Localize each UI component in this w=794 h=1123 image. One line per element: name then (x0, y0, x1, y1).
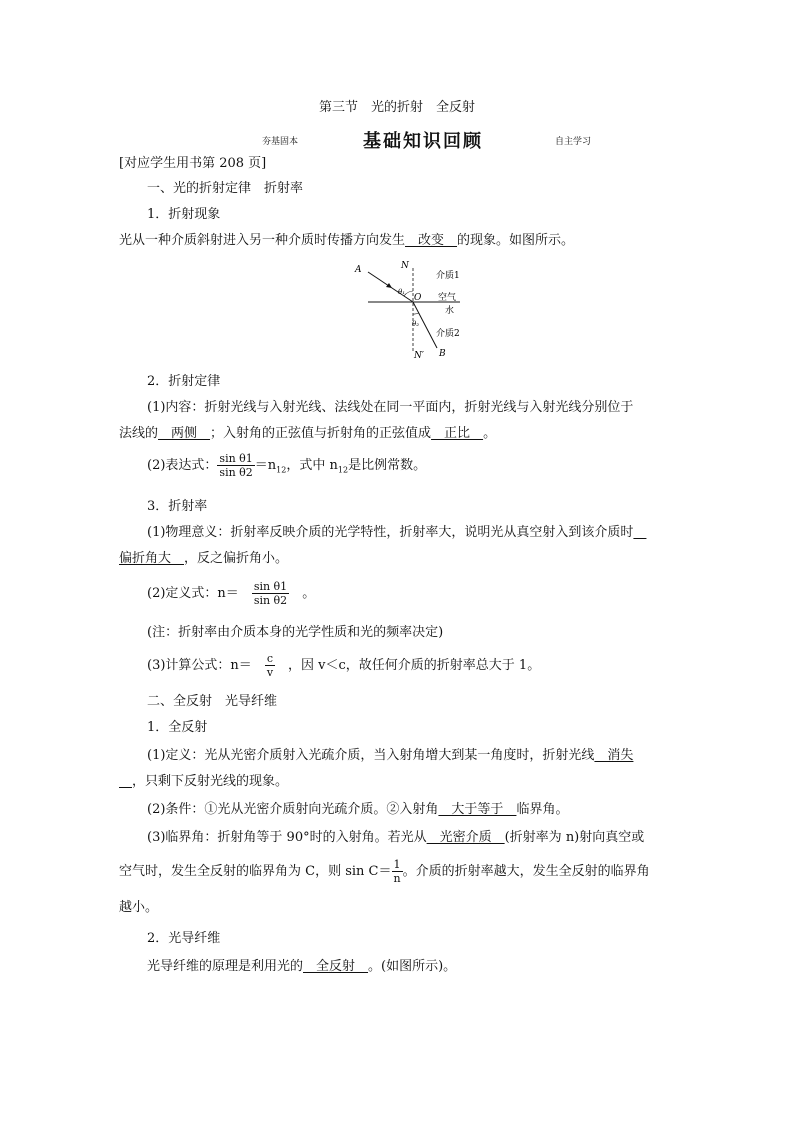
label-water: 水 (445, 306, 455, 316)
label-o: O (414, 293, 422, 303)
formula-line: (2)定义式：n＝ $\frac{\text{sin θ1}}{\text{sin θ2}}$ 。 (147, 580, 316, 607)
answer-blank: 全反射 (303, 959, 369, 974)
subsection-heading: 3．折射率 (147, 499, 208, 514)
fraction: $\frac{\text{sin θ1}}{\text{sin θ2}}$ (219, 452, 253, 479)
label-medium1: 介质1 (436, 271, 460, 281)
paragraph: (1)定义：光从光密介质射入光疏介质，当入射角增大到某一角度时，折射光线 消失 (147, 748, 634, 763)
subsection-heading: 1．全反射 (147, 720, 208, 735)
answer-blank: 光密介质 (426, 830, 505, 845)
label-n-prime: N′ (414, 351, 424, 361)
banner-right-label: 自主学习 (555, 137, 592, 147)
banner-heading: 基础知识回顾 (363, 131, 483, 152)
answer-blank: 偏折角大 (119, 551, 185, 566)
subsection-heading: 1．折射现象 (147, 207, 221, 222)
label-theta2: θ₂ (412, 320, 420, 328)
angle-arc-1 (404, 291, 413, 296)
answer-blank (119, 774, 132, 789)
banner-left-label: 夯基固本 (262, 137, 299, 147)
fraction: $\frac{\text{sin θ1}}{\text{sin θ2}}$ (253, 580, 288, 607)
label-theta1: θ₁ (398, 288, 406, 296)
formula-line: (3)计算公式：n＝ $\frac{c}{v}$ ，因 v＜c，故任何介质的折射率总大于 1。 (147, 652, 541, 679)
arrow-icon (386, 283, 392, 288)
fraction: $\frac{1}{n}$ (393, 858, 401, 885)
label-a: A (355, 265, 362, 275)
paragraph: 光从一种介质斜射进入另一种介质时传播方向发生 改变 的现象。如图所示。 (119, 233, 575, 248)
answer-blank: 两侧 (158, 426, 211, 441)
answer-blank: 消失 (594, 748, 634, 763)
angle-arc-2 (413, 313, 419, 314)
paragraph: 越小。 (119, 900, 159, 915)
answer-blank: 改变 (405, 233, 458, 248)
subsection-heading: 2．光导纤维 (147, 931, 221, 946)
formula-line: 空气时，发生全反射的临界角为 C，则 sin C＝ $\frac{1}{n}$ 。介质的折射率越大，发生全反射的临界角 (119, 858, 650, 885)
paragraph: 法线的 两侧 ；入射角的正弦值与折射角的正弦值成 正比 。 (119, 426, 497, 441)
note: (注：折射率由介质本身的光学性质和光的频率决定) (147, 625, 444, 640)
label-b: B (439, 349, 446, 359)
paragraph: (1)内容：折射光线与入射光线、法线处在同一平面内，折射光线与入射光线分别位于 (147, 400, 634, 415)
section-heading: 一、光的折射定律 折射率 (147, 181, 304, 196)
paragraph: (1)物理意义：折射率反映介质的光学特性，折射率大，说明光从真空射入到该介质时 (147, 524, 646, 542)
paragraph: (2)条件：①光从光密介质射向光疏介质。②入射角 大于等于 临界角。 (147, 802, 569, 817)
paragraph: (3)临界角：折射角等于 90°时的入射角。若光从 光密介质 (折射率为 n)射向真空或 (147, 830, 645, 845)
section-heading: 二、全反射 光导纤维 (147, 694, 278, 709)
label-air: 空气 (438, 293, 457, 303)
answer-blank (633, 525, 646, 540)
label-n: N (401, 261, 409, 271)
answer-blank: 正比 (431, 426, 484, 441)
paragraph: ，只剩下反射光线的现象。 (119, 773, 288, 791)
formula-line: (2)表达式： $\frac{\text{sin θ1}}{\text{sin θ2}}$ $=n_{12}$，式中 $n_{12}$是比例常数。 (147, 452, 427, 479)
paragraph: 偏折角大 ，反之偏折角小。 (119, 551, 289, 566)
fraction: $\frac{c}{v}$ (266, 652, 274, 679)
answer-blank: 大于等于 (438, 802, 517, 817)
book-reference: [对应学生用书第 208 页] (119, 156, 267, 171)
page-title: 第三节 光的折射 全反射 (318, 100, 475, 115)
label-medium2: 介质2 (436, 329, 460, 339)
subsection-heading: 2．折射定律 (147, 374, 221, 389)
paragraph: 光导纤维的原理是利用光的 全反射 。(如图所示)。 (147, 959, 457, 974)
refraction-diagram (350, 258, 480, 363)
